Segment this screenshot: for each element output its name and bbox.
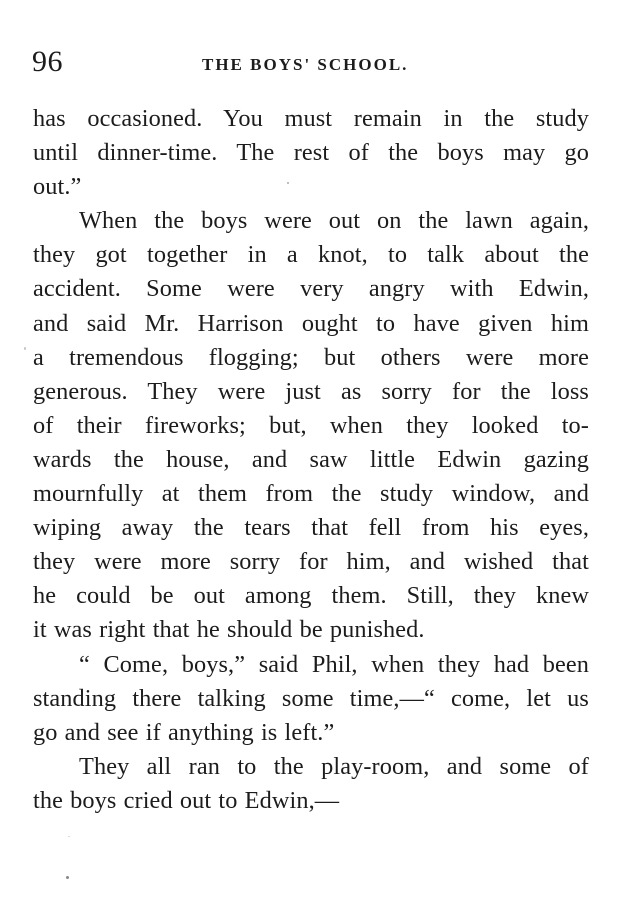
text-line: until dinner-time. The rest of the boys may go bbox=[33, 139, 589, 167]
text-line: mournfully at them from the study window, and bbox=[33, 480, 589, 508]
text-line: a tremendous flogging; but others were more bbox=[33, 343, 589, 371]
body-text bbox=[33, 102, 589, 818]
text-line: wiping away the tears that fell from his eyes, bbox=[33, 514, 589, 542]
paragraph bbox=[33, 750, 589, 818]
text-line: generous. They were just as sorry for the loss bbox=[33, 377, 589, 405]
text-line: they were more sorry for him, and wished that bbox=[33, 548, 589, 576]
text-line: and said Mr. Harrison ought to have given him bbox=[33, 309, 589, 337]
print-speck bbox=[24, 347, 26, 350]
running-head: THE BOYS' SCHOOL. bbox=[202, 55, 409, 74]
text-line: wards the house, and saw little Edwin gazing bbox=[33, 445, 589, 473]
page-number: 96 bbox=[32, 45, 63, 78]
paragraph bbox=[33, 102, 589, 204]
page-header bbox=[32, 42, 592, 82]
paragraph bbox=[33, 648, 589, 750]
text-line: go and see if anything is left.” bbox=[33, 718, 335, 746]
text-line: standing there talking some time,—“ come, let us bbox=[33, 684, 589, 712]
text-line: he could be out among them. Still, they knew bbox=[33, 582, 589, 610]
text-line: accident. Some were very angry with Edwin, bbox=[33, 275, 589, 303]
text-line: they got together in a knot, to talk about the bbox=[33, 241, 589, 269]
print-speck bbox=[287, 182, 289, 184]
print-speck bbox=[66, 876, 69, 879]
text-line: has occasioned. You must remain in the study bbox=[33, 105, 589, 132]
text-line: out.” bbox=[33, 173, 82, 201]
text-line: it was right that he should be punished. bbox=[33, 616, 425, 644]
text-line: the boys cried out to Edwin,— bbox=[33, 786, 340, 814]
print-speck bbox=[68, 836, 70, 837]
text-line: They all ran to the play-room, and some of bbox=[79, 752, 589, 780]
text-line: “ Come, boys,” said Phil, when they had been bbox=[79, 650, 589, 678]
text-line: of their fireworks; but, when they looked to- bbox=[33, 411, 589, 439]
text-line: When the boys were out on the lawn again, bbox=[79, 207, 589, 235]
paragraph bbox=[33, 204, 589, 647]
